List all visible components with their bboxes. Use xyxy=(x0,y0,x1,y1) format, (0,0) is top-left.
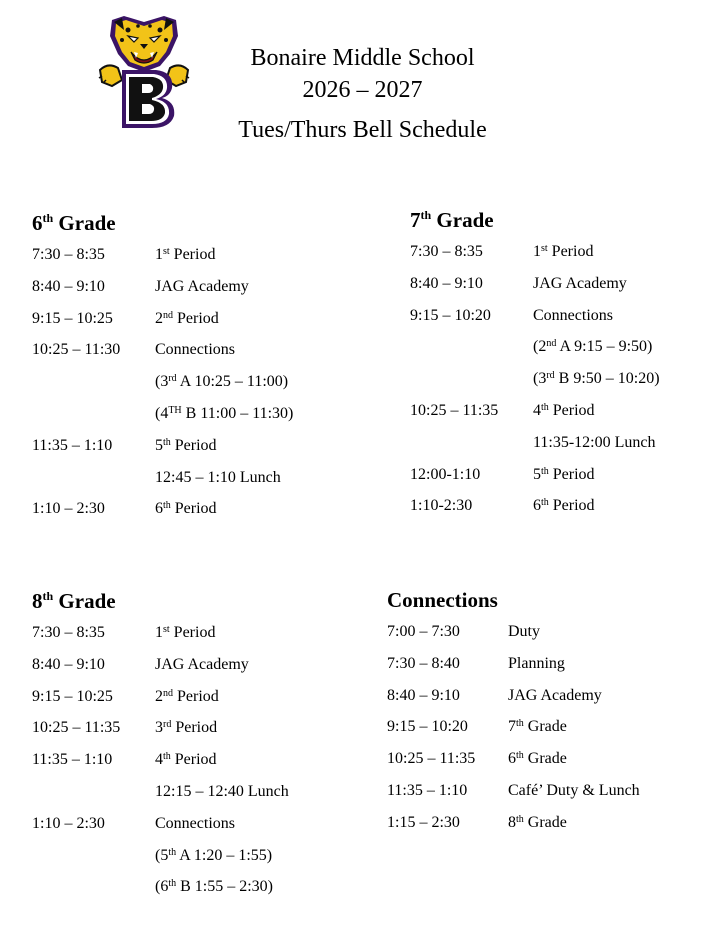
period-description xyxy=(155,430,217,462)
description-text: A 1:20 – 1:55) xyxy=(176,846,273,864)
time-range: 11:35 – 1:10 xyxy=(32,436,113,454)
time-range: 1:15 – 2:30 xyxy=(387,813,460,831)
description-text: 12:45 – 1:10 Lunch xyxy=(155,468,281,486)
school-year: 2026 – 2027 xyxy=(302,77,423,103)
section-title-suffix: th xyxy=(42,211,54,225)
schedule-row xyxy=(410,427,710,459)
description-prefix: 1 xyxy=(533,243,541,260)
period-description xyxy=(155,776,289,808)
period-description xyxy=(508,711,567,743)
schedule-row xyxy=(410,395,710,427)
schedule-row xyxy=(410,331,710,363)
ordinal-suffix: th xyxy=(163,500,171,512)
description-prefix: (2 xyxy=(533,338,547,356)
period-description xyxy=(155,681,219,713)
period-description xyxy=(155,398,293,430)
description-prefix: 6 xyxy=(508,750,516,768)
section-title-suffix: th xyxy=(420,208,432,222)
description-text: 11:35-12:00 Lunch xyxy=(533,433,656,451)
time-range: 11:35 – 1:10 xyxy=(387,781,468,799)
schedule-row xyxy=(32,430,362,462)
period-description xyxy=(155,808,235,840)
period-description xyxy=(508,743,567,775)
ordinal-suffix: th xyxy=(168,846,177,858)
schedule-row xyxy=(32,712,362,744)
section-title xyxy=(32,585,362,617)
description-text: B 1:55 – 2:30) xyxy=(176,878,273,896)
ordinal-suffix: th xyxy=(516,750,524,762)
ordinal-suffix: th xyxy=(541,497,549,509)
description-text: JAG Academy xyxy=(508,686,602,704)
time-range: 7:00 – 7:30 xyxy=(387,623,460,640)
period-description xyxy=(533,459,595,491)
period-description xyxy=(508,616,540,648)
ordinal-suffix: th xyxy=(516,718,524,730)
time-range: 7:30 – 8:35 xyxy=(410,243,483,260)
description-text: Connections xyxy=(533,306,613,324)
time-range: 9:15 – 10:25 xyxy=(32,309,113,327)
description-text: Period xyxy=(170,500,217,518)
description-prefix: 4 xyxy=(533,401,541,419)
time-range: 7:30 – 8:35 xyxy=(32,624,105,641)
description-text: 12:15 – 12:40 Lunch xyxy=(155,782,289,800)
schedule-row xyxy=(410,300,710,332)
section-title-text: Connections xyxy=(387,588,498,612)
schedule-row xyxy=(32,271,362,303)
description-prefix: 4 xyxy=(155,751,163,769)
ordinal-suffix: nd xyxy=(163,687,173,699)
description-text: JAG Academy xyxy=(533,274,627,292)
period-description xyxy=(533,395,595,427)
schedule-row xyxy=(387,775,707,807)
description-prefix: (3 xyxy=(155,373,169,391)
section-title-text: Grade xyxy=(58,589,116,613)
description-prefix: (6 xyxy=(155,878,169,896)
schedule-row xyxy=(32,462,362,494)
description-text: Period xyxy=(173,309,219,327)
description-prefix: 1 xyxy=(155,246,163,263)
description-text: Period xyxy=(173,687,219,705)
schedule-row xyxy=(387,680,707,712)
section-title-number: 8 xyxy=(32,589,43,613)
description-prefix: 6 xyxy=(155,500,163,518)
schedule-row xyxy=(410,268,710,300)
time-range: 8:40 – 9:10 xyxy=(387,686,460,704)
ordinal-suffix: th xyxy=(516,813,524,825)
description-text: Period xyxy=(170,436,217,454)
period-description xyxy=(155,840,272,872)
description-text: B 11:00 – 11:30) xyxy=(181,404,294,422)
schedule-row xyxy=(32,398,362,430)
section-title xyxy=(410,204,710,236)
period-description xyxy=(155,271,249,303)
section-title-text: Grade xyxy=(58,211,116,235)
description-prefix: 2 xyxy=(155,309,163,327)
ordinal-suffix: st xyxy=(541,243,548,254)
time-range: 9:15 – 10:20 xyxy=(387,718,468,736)
period-description xyxy=(533,331,652,363)
description-prefix: 5 xyxy=(533,465,541,483)
schedule-row xyxy=(32,334,362,366)
period-description xyxy=(155,366,288,398)
ordinal-suffix: rd xyxy=(168,373,177,385)
schedule-row xyxy=(410,490,710,522)
schedule-row xyxy=(32,303,362,335)
period-description xyxy=(155,744,217,776)
period-description xyxy=(155,462,281,494)
ordinal-suffix: th xyxy=(541,465,549,477)
description-text: Grade xyxy=(523,813,567,831)
description-text: A 9:15 – 9:50) xyxy=(556,338,653,356)
period-description xyxy=(155,493,217,525)
period-description xyxy=(155,334,235,366)
schedule-row xyxy=(387,616,707,648)
schedule-row xyxy=(32,871,362,903)
description-text: Grade xyxy=(523,718,567,736)
connections-schedule xyxy=(387,584,707,839)
description-prefix: 6 xyxy=(533,497,541,515)
schedule-row xyxy=(32,681,362,713)
period-description xyxy=(508,648,565,680)
description-prefix: 7 xyxy=(508,718,516,736)
description-prefix: (3 xyxy=(533,370,547,388)
schedule-row xyxy=(32,744,362,776)
jaguar-mascot-logo-icon xyxy=(98,14,190,130)
schedule-row xyxy=(410,459,710,491)
period-description xyxy=(508,775,640,807)
schedule-row xyxy=(410,363,710,395)
period-description xyxy=(533,490,595,522)
ordinal-suffix: st xyxy=(163,246,170,257)
period-description xyxy=(533,363,660,395)
time-range: 10:25 – 11:35 xyxy=(387,750,476,768)
grade-8-schedule xyxy=(32,585,362,903)
section-title-number: 6 xyxy=(32,211,43,235)
time-range: 10:25 – 11:30 xyxy=(32,341,121,359)
description-text: Period xyxy=(169,246,216,263)
description-text: JAG Academy xyxy=(155,655,249,673)
description-text: B 9:50 – 10:20) xyxy=(554,370,660,388)
description-text: Period xyxy=(547,243,594,260)
period-description xyxy=(155,649,249,681)
time-range: 7:30 – 8:40 xyxy=(387,654,460,672)
grade-6-schedule xyxy=(32,207,362,525)
description-text: Duty xyxy=(508,623,540,640)
time-range: 9:15 – 10:20 xyxy=(410,306,491,324)
time-range: 8:40 – 9:10 xyxy=(32,277,105,295)
ordinal-suffix: th xyxy=(163,751,171,763)
section-title-number: 7 xyxy=(410,208,421,232)
ordinal-suffix: th xyxy=(541,401,549,413)
schedule-row xyxy=(387,743,707,775)
section-title-text: Grade xyxy=(436,208,494,232)
time-range: 10:25 – 11:35 xyxy=(32,719,121,737)
description-text: Connections xyxy=(155,341,235,359)
description-prefix: 2 xyxy=(155,687,163,705)
description-prefix: (4 xyxy=(155,404,169,422)
period-description xyxy=(155,871,273,903)
schedule-row xyxy=(32,808,362,840)
ordinal-suffix: th xyxy=(163,436,171,448)
schedule-title: Tues/Thurs Bell Schedule xyxy=(238,117,487,143)
description-text: Period xyxy=(548,497,595,515)
schedule-row xyxy=(32,493,362,525)
schedule-row xyxy=(387,807,707,839)
ordinal-suffix: th xyxy=(168,878,177,890)
section-title-suffix: th xyxy=(42,589,54,603)
description-text: Café’ Duty & Lunch xyxy=(508,781,640,799)
schedule-row xyxy=(32,776,362,808)
period-description xyxy=(508,807,567,839)
schedule-row xyxy=(32,649,362,681)
description-prefix: 1 xyxy=(155,624,163,641)
time-range: 7:30 – 8:35 xyxy=(32,246,105,263)
schedule-row xyxy=(32,366,362,398)
ordinal-suffix: rd xyxy=(546,370,555,382)
description-text: Grade xyxy=(523,750,567,768)
school-name: Bonaire Middle School xyxy=(250,45,475,71)
schedule-row xyxy=(32,617,362,649)
description-text: Planning xyxy=(508,654,565,672)
section-title xyxy=(387,584,707,616)
ordinal-suffix: st xyxy=(163,624,170,635)
period-description xyxy=(155,712,217,744)
period-description xyxy=(155,303,219,335)
description-text: JAG Academy xyxy=(155,277,249,295)
ordinal-suffix: TH xyxy=(168,404,182,416)
time-range: 12:00-1:10 xyxy=(410,465,481,483)
description-prefix: 5 xyxy=(155,436,163,454)
description-text: Period xyxy=(169,624,216,641)
period-description xyxy=(155,239,215,271)
description-text: Period xyxy=(548,401,595,419)
period-description xyxy=(533,427,656,459)
period-description xyxy=(508,680,602,712)
description-text: Period xyxy=(170,751,217,769)
time-range: 11:35 – 1:10 xyxy=(32,751,113,769)
description-text: Connections xyxy=(155,814,235,832)
ordinal-suffix: rd xyxy=(163,719,172,731)
description-prefix: 8 xyxy=(508,813,516,831)
time-range: 9:15 – 10:25 xyxy=(32,687,113,705)
grade-7-schedule xyxy=(410,204,710,522)
period-description xyxy=(155,617,215,649)
description-text: A 10:25 – 11:00) xyxy=(176,373,289,391)
time-range: 8:40 – 9:10 xyxy=(32,655,105,673)
time-range: 8:40 – 9:10 xyxy=(410,274,483,292)
schedule-row xyxy=(387,711,707,743)
description-text: Period xyxy=(171,719,218,737)
section-title xyxy=(32,207,362,239)
time-range: 1:10-2:30 xyxy=(410,497,473,515)
description-prefix: 3 xyxy=(155,719,163,737)
time-range: 10:25 – 11:35 xyxy=(410,401,499,419)
ordinal-suffix: nd xyxy=(163,309,173,321)
description-text: Period xyxy=(548,465,595,483)
ordinal-suffix: nd xyxy=(546,338,557,350)
period-description xyxy=(533,300,613,332)
time-range: 1:10 – 2:30 xyxy=(32,814,105,832)
schedule-row xyxy=(32,239,362,271)
period-description xyxy=(533,268,627,300)
schedule-row xyxy=(410,236,710,268)
time-range: 1:10 – 2:30 xyxy=(32,500,105,518)
schedule-row xyxy=(32,840,362,872)
description-prefix: (5 xyxy=(155,846,169,864)
period-description xyxy=(533,236,593,268)
schedule-row xyxy=(387,648,707,680)
